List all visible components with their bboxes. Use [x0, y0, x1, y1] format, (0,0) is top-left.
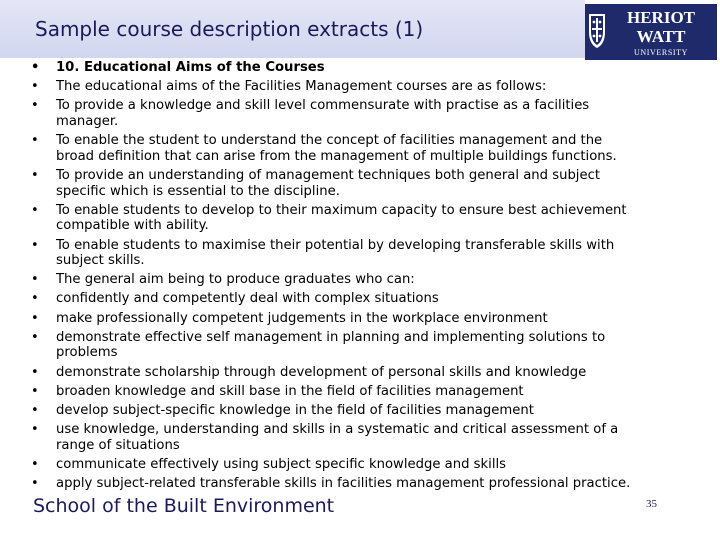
- aim-text-line: make professionally competent judgements in the workplace environment: [56, 310, 548, 326]
- title-bar: [0, 0, 585, 58]
- aim-list-item: [30, 330, 680, 361]
- aim-list-item: [30, 476, 680, 492]
- aim-list-item: [30, 203, 680, 234]
- aim-list-item: [30, 238, 680, 269]
- aim-list-item: [30, 365, 680, 381]
- aim-text-line: To enable students to maximise their potential by developing transferable skills with: [56, 237, 615, 253]
- aim-list-item: [30, 79, 680, 95]
- university-logo: [585, 4, 717, 60]
- aim-text-line: manager.: [56, 113, 119, 129]
- aim-text-line: use knowledge, understanding and skills in a systematic and critical assessment of a: [56, 422, 619, 438]
- aim-list-item: [30, 384, 680, 400]
- section-heading-item: [30, 60, 680, 76]
- page-number: 35: [646, 498, 657, 510]
- aim-text-line: The general aim being to produce graduates who can:: [56, 272, 415, 288]
- aim-text-line: specific which is essential to the discipline.: [56, 183, 340, 199]
- aim-text-line: broaden knowledge and skill base in the field of facilities management: [56, 383, 524, 399]
- aim-list-item: [30, 311, 680, 327]
- aim-text-line: 10. Educational Aims of the Courses: [56, 60, 325, 75]
- aim-text-line: subject skills.: [56, 253, 145, 269]
- aim-text-line: To enable the student to understand the concept of facilities management and the: [56, 133, 603, 149]
- aim-text-line: problems: [56, 345, 118, 361]
- heriot-watt-logo-icon: [585, 4, 717, 60]
- aim-text-line: compatible with ability.: [56, 218, 209, 234]
- aim-text-line: develop subject-specific knowledge in the field of facilities management: [56, 403, 534, 418]
- aim-list-item: [30, 168, 680, 199]
- aim-list-item: [30, 133, 680, 164]
- aim-text-line: range of situations: [56, 437, 180, 453]
- aim-text-line: apply subject-related transferable skills in facilities management professional practice.: [56, 476, 631, 492]
- aim-text-line: The educational aims of the Facilities Management courses are as follows:: [56, 79, 547, 95]
- slide-title: Sample course description extracts (1): [35, 17, 424, 41]
- aim-text-line: To provide an understanding of management techniques both general and subject: [56, 167, 601, 183]
- aim-text-line: communicate effectively using subject specific knowledge and skills: [56, 456, 507, 472]
- aim-list-item: [30, 457, 680, 473]
- aim-list-item: [30, 272, 680, 288]
- svg-text:UNIVERSITY: UNIVERSITY: [634, 48, 688, 57]
- footer-school-name: School of the Built Environment: [33, 495, 335, 517]
- aim-list-item: [30, 403, 680, 419]
- course-aims-list: [30, 60, 680, 495]
- aim-text-line: demonstrate effective self management in planning and implementing solutions to: [56, 329, 606, 345]
- aim-list-item: [30, 422, 680, 453]
- svg-text:HERIOT: HERIOT: [626, 8, 696, 27]
- aim-text-line: demonstrate scholarship through development of personal skills and knowledge: [56, 364, 587, 380]
- aim-text-line: broad definition that can arise from the management of multiple buildings functions.: [56, 148, 617, 164]
- aim-text-line: To provide a knowledge and skill level commensurate with practise as a facilities: [56, 98, 590, 114]
- aim-text-line: confidently and competently deal with complex situations: [56, 291, 439, 307]
- svg-text:WATT: WATT: [636, 27, 686, 46]
- aim-list-item: [30, 98, 680, 129]
- aim-text-line: To enable students to develop to their maximum capacity to ensure best achievement: [56, 202, 627, 218]
- aim-list-item: [30, 291, 680, 307]
